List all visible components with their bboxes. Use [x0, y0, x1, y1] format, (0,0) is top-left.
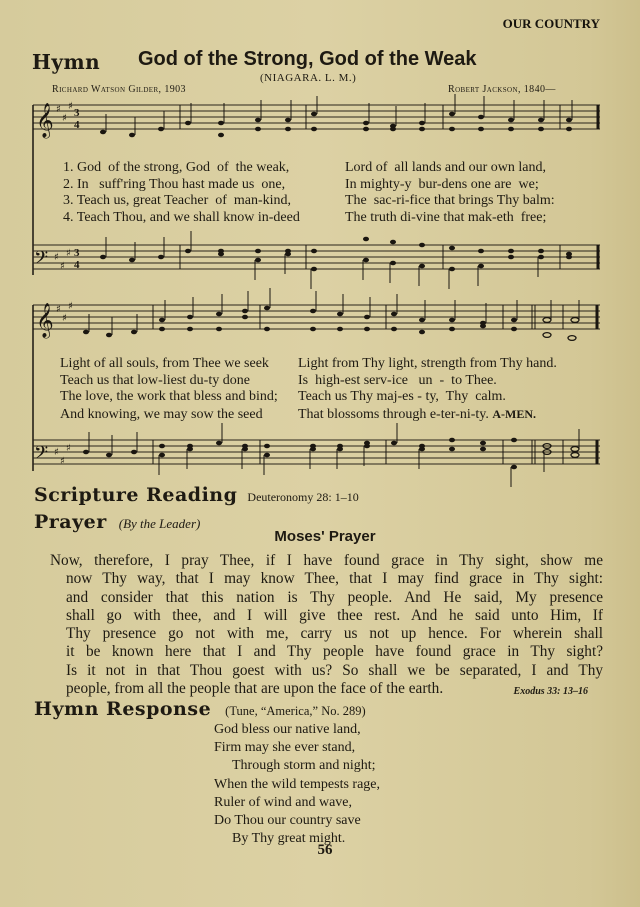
svg-text:♯: ♯: [54, 447, 59, 458]
page-number: 56: [317, 842, 333, 858]
bass-staff-2: [0, 435, 640, 485]
treble-staff-2: [0, 300, 640, 360]
verse-line-3: 3. Teach us, great Teacher of man-kind, The sac-ri-fice that brings Thy balm:: [63, 193, 555, 208]
hymn-response-label: Hymn Response: [34, 698, 212, 720]
svg-text:♯: ♯: [60, 261, 65, 272]
poem-line: Firm may she ever stand,: [214, 740, 356, 756]
svg-text:𝄞: 𝄞: [36, 303, 54, 338]
svg-text:♯: ♯: [54, 252, 59, 263]
verse-line-4-cont: And knowing, we may sow the seed That blossoms through e-ter-ni-ty. A-MEN.: [60, 406, 537, 422]
svg-text:♯: ♯: [66, 248, 71, 259]
svg-text:♯: ♯: [56, 104, 61, 115]
svg-text:4: 4: [74, 259, 80, 271]
verse-line-2-cont: Teach us that low-liest du-ty done Is high-est serv-ice un - to Thee.: [60, 372, 497, 388]
prayer-line: Thy presence go not with me, carry us not up hence. For wherein shall: [66, 625, 603, 643]
treble-staff-1: [0, 100, 640, 160]
poem-line: Ruler of wind and wave,: [214, 794, 353, 810]
hymn-response-tune: (Tune, “America,” No. 289): [225, 704, 366, 718]
poem-line: When the wild tempests rage,: [214, 776, 381, 792]
running-head: OUR COUNTRY: [502, 16, 600, 31]
prayer-citation: Exodus 33: 13–16: [513, 686, 588, 697]
hymn-composer: Robert Jackson, 1840—: [448, 84, 556, 95]
svg-text:4: 4: [74, 119, 80, 131]
verse-line-2: 2. In suff'ring Thou hast made us one, In mighty-y bur-dens one are we;: [63, 176, 539, 192]
svg-text:♯: ♯: [60, 456, 65, 467]
bass-staff-1: [0, 240, 640, 300]
verses-second-half: [60, 356, 620, 423]
svg-text:♯: ♯: [68, 301, 73, 312]
verse-line-4: 4. Teach Thou, and we shall know in-deed The truth di-vine that mak-eth free;: [63, 209, 547, 225]
svg-text:3: 3: [74, 107, 80, 119]
verses-first-half: [63, 160, 623, 226]
prayer-line: Now, therefore, I pray Thee, if I have found grace in Thy sight, show me: [50, 552, 603, 569]
svg-text:♯: ♯: [62, 313, 67, 324]
hymn-response-poem: [214, 721, 380, 848]
hymn-label: Hymn: [32, 49, 101, 75]
verse-line-3-cont: The love, the work that bless and bind; Teach us Thy maj-es - ty, Thy calm.: [60, 389, 506, 404]
svg-text:𝄢: 𝄢: [34, 443, 49, 468]
prayer-title: Moses' Prayer: [274, 528, 376, 545]
prayer-body: [50, 552, 603, 698]
scripture-reading: [34, 484, 359, 506]
hymn-title: God of the Strong, God of the Weak: [138, 48, 477, 70]
poem-line: Through storm and night;: [232, 758, 376, 774]
prayer-line: shall go with thee, and I will give thee rest. And he said unto Him, If: [66, 606, 603, 624]
tune-name: (NIAGARA. L. M.): [260, 72, 357, 84]
treble-clef-icon: 𝄞: [36, 103, 54, 138]
verse-line-1-cont: Light of all souls, from Thee we seek Light from Thy light, strength from Thy hand.: [60, 356, 557, 371]
svg-text:♯: ♯: [68, 101, 73, 112]
prayer-line: people, from all the people that are upon the face of the earth.: [66, 680, 444, 698]
svg-text:3: 3: [74, 247, 80, 259]
svg-text:♯: ♯: [56, 304, 61, 315]
poem-line: Do Thou our country save: [214, 813, 361, 829]
prayer-line: Is it not in that Thou goest with us? So shall we be separated, I and Thy: [66, 661, 603, 679]
prayer-line: and consider that this nation is Thy people. And He said, My presence: [66, 588, 603, 606]
poem-line: By Thy great might.: [232, 831, 346, 847]
scripture-reading-label: Scripture Reading: [34, 484, 238, 506]
poem-line: God bless our native land,: [214, 722, 361, 737]
prayer-line: it be known here that I and Thy people have found grace in Thy sight?: [66, 643, 603, 661]
verse-line-1: 1. God of the strong, God of the weak, Lord of all lands and our own land,: [63, 160, 547, 175]
bass-clef-icon: 𝄢: [34, 248, 49, 273]
prayer-line: now Thy way, that I may know Thee, that I may find grace in Thy sight:: [66, 570, 603, 588]
hymn-author: Richard Watson Gilder, 1903: [52, 84, 186, 95]
hymn-response-heading: [34, 698, 366, 720]
prayer-note: (By the Leader): [118, 516, 201, 531]
svg-text:♯: ♯: [62, 113, 67, 124]
scripture-reference: Deuteronomy 28: 1–10: [247, 490, 359, 504]
amen: A-MEN.: [492, 406, 537, 421]
prayer-label: Prayer: [34, 511, 107, 533]
svg-text:♯: ♯: [66, 443, 71, 454]
